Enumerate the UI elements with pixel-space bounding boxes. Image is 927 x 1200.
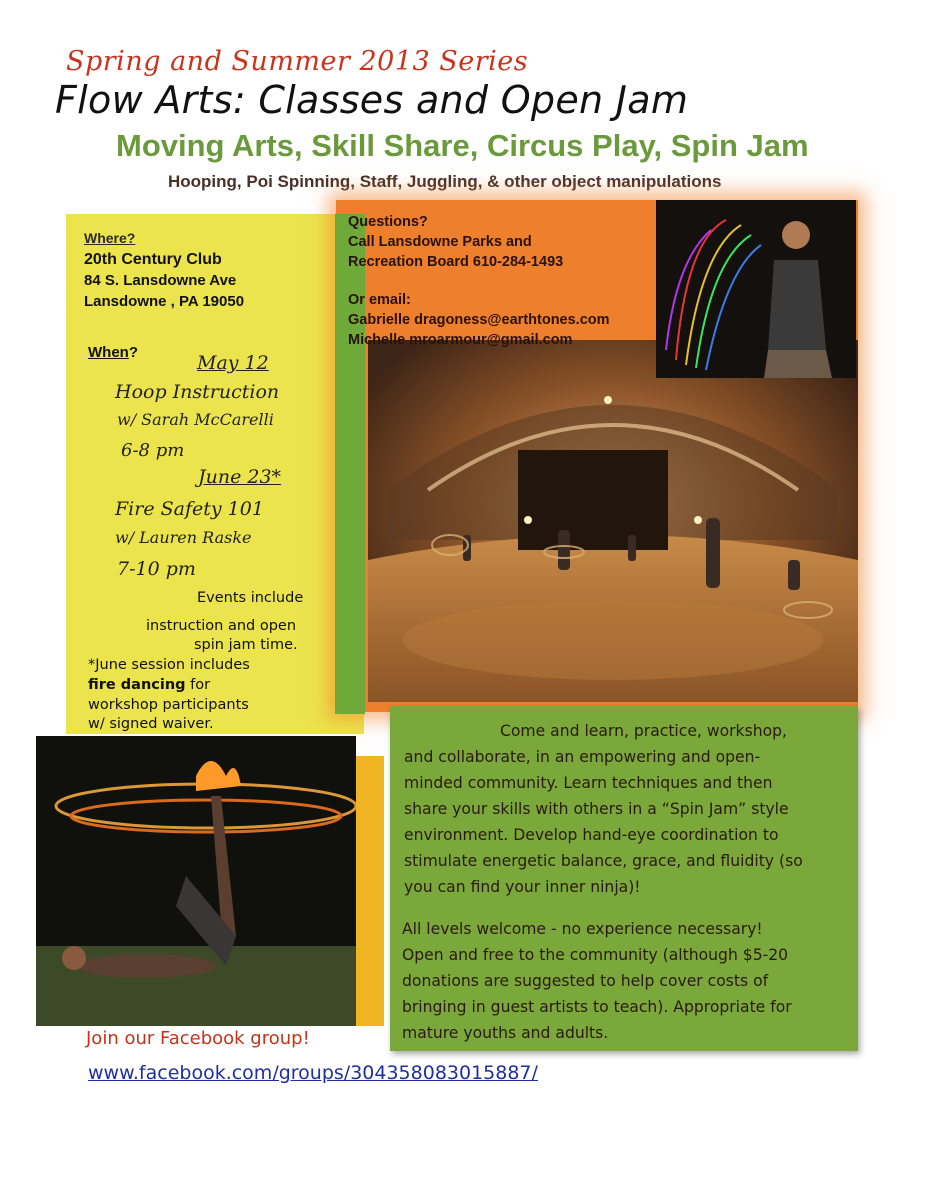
email-label: Or email:	[348, 292, 411, 308]
events-note-5: fire dancing for	[88, 677, 211, 693]
event-1-date: May 12	[197, 352, 269, 374]
desc-p1-line-7: you can find your inner ninja)!	[404, 878, 641, 896]
event-1-instructor: w/ Sarah McCarelli	[117, 410, 274, 429]
questions-heading: Questions?	[348, 214, 428, 230]
desc-p1-line-5: environment. Develop hand-eye coordination to	[404, 826, 779, 844]
events-note-1: Events include	[197, 590, 304, 606]
desc-p1-line-1: Come and learn, practice, workshop,	[500, 722, 787, 740]
desc-p2-line-3: donations are suggested to help cover costs of	[402, 972, 769, 990]
when-label: When?	[88, 344, 138, 361]
hall-photo	[368, 340, 858, 702]
desc-p2-line-4: bringing in guest artists to teach). Appropriate for	[402, 998, 792, 1016]
venue-city: Lansdowne , PA 19050	[84, 293, 245, 310]
event-1-time: 6-8 pm	[121, 440, 185, 461]
venue-name: 20th Century Club	[84, 251, 222, 268]
where-label: Where?	[84, 230, 136, 246]
fire-hoop-photo	[36, 736, 356, 1026]
events-note-3: spin jam time.	[194, 637, 298, 653]
desc-p2-line-1: All levels welcome - no experience necessary!	[402, 920, 763, 938]
where-block	[84, 228, 244, 312]
event-2-title: Fire Safety 101	[115, 498, 264, 520]
desc-p1-line-6: stimulate energetic balance, grace, and fluidity (so	[404, 852, 803, 870]
events-note-7: w/ signed waiver.	[88, 716, 214, 732]
call-line-2: Recreation Board 610-284-1493	[348, 254, 564, 270]
facebook-link[interactable]: www.facebook.com/groups/304358083015887/	[88, 1062, 538, 1084]
events-note-6: workshop participants	[88, 697, 249, 713]
facebook-heading: Join our Facebook group!	[86, 1028, 310, 1049]
desc-p2-line-5: mature youths and adults.	[402, 1024, 609, 1042]
call-line-1: Call Lansdowne Parks and	[348, 234, 532, 250]
event-1-title: Hoop Instruction	[115, 381, 280, 403]
desc-p1-line-2: and collaborate, in an empowering and open-	[404, 748, 761, 766]
page-title: Flow Arts: Classes and Open Jam	[55, 78, 689, 122]
events-note-4: *June session includes	[88, 657, 250, 673]
event-2-instructor: w/ Lauren Raske	[115, 528, 252, 547]
email-gabrielle[interactable]: Gabrielle dragoness@earthtones.com	[348, 312, 610, 328]
tagline: Hooping, Poi Spinning, Staff, Juggling, & other object manipulations	[168, 172, 722, 191]
venue-street: 84 S. Lansdowne Ave	[84, 272, 237, 289]
spinner-photo	[656, 200, 856, 378]
desc-p1-line-4: share your skills with others in a “Spin Jam” style	[404, 800, 789, 818]
desc-p1-line-3: minded community. Learn techniques and then	[404, 774, 773, 792]
events-note-2: instruction and open	[146, 618, 297, 634]
subtitle: Moving Arts, Skill Share, Circus Play, Spin Jam	[116, 128, 809, 163]
event-2-date: June 23*	[198, 466, 282, 488]
desc-p2-line-2: Open and free to the community (although $5-20	[402, 946, 789, 964]
series-heading: Spring and Summer 2013 Series	[66, 46, 529, 77]
contact-block	[348, 212, 610, 350]
email-michelle[interactable]: Michelle mroarmour@gmail.com	[348, 332, 573, 348]
event-2-time: 7-10 pm	[117, 558, 196, 580]
